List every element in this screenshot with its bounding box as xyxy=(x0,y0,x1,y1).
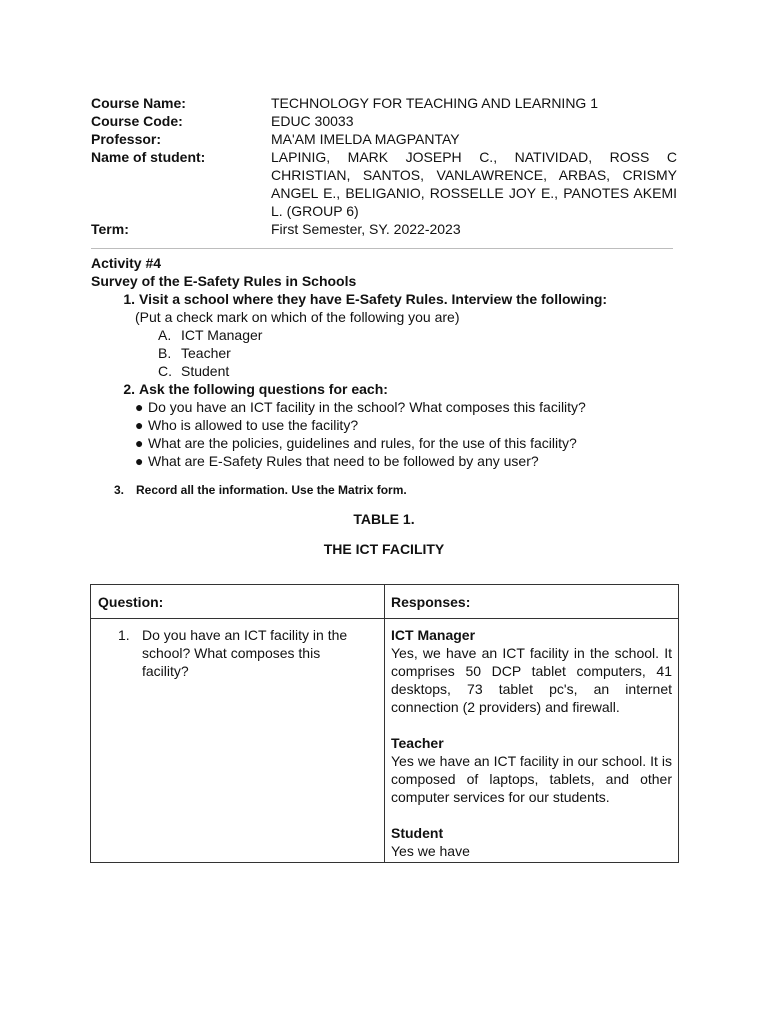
course-code-label: Course Code: xyxy=(91,113,183,129)
bullet-icon: ● xyxy=(135,417,144,433)
term-label: Term: xyxy=(91,221,129,237)
term-row xyxy=(91,220,679,238)
course-code-row xyxy=(91,112,679,130)
student-names-value: LAPINIG, MARK JOSEPH C., NATIVIDAD, ROSS C CHRISTIAN, SANTOS, VANLAWRENCE, ARBAS, CRISMY ANGEL E., BELIGANIO, ROSSELLE JOY E., PANOTES AKEMI L. (GROUP 6) xyxy=(271,149,677,219)
student-names-label: Name of student: xyxy=(91,149,206,165)
bullet-icon: ● xyxy=(135,399,144,415)
option-letter: A. xyxy=(158,327,172,343)
activity-title: Survey of the E-Safety Rules in Schools xyxy=(91,273,357,289)
course-info xyxy=(91,94,679,238)
response-role: Student xyxy=(391,825,444,841)
step-3 xyxy=(114,481,407,499)
list-item xyxy=(135,416,691,434)
table-title: THE ICT FACILITY xyxy=(323,541,445,557)
responses-header: Responses: xyxy=(391,594,471,610)
list-item xyxy=(135,452,691,470)
step-3-text: Record all the information. Use the Matrix form. xyxy=(136,483,407,497)
course-name-label: Course Name: xyxy=(91,95,186,111)
ict-facility-table xyxy=(90,584,679,863)
option-letter: C. xyxy=(158,363,172,379)
professor-label: Professor: xyxy=(91,131,162,147)
question-text: What are the policies, guidelines and rules, for the use of this facility? xyxy=(148,435,577,451)
activity-section xyxy=(91,254,691,470)
option-letter: B. xyxy=(158,345,172,361)
option-label: ICT Manager xyxy=(181,327,263,343)
step-2-text: Ask the following questions for each: xyxy=(139,381,388,397)
step-1-text: Visit a school where they have E-Safety Rules. Interview the following: xyxy=(139,291,608,307)
student-names-row xyxy=(91,148,679,220)
response-student xyxy=(391,824,672,860)
responses-cell xyxy=(391,626,672,878)
option-student xyxy=(91,362,691,380)
option-label: Teacher xyxy=(181,345,231,361)
course-code-value: EDUC 30033 xyxy=(271,113,354,129)
step-3-number: 3. xyxy=(114,483,125,497)
response-text: Yes we have xyxy=(391,843,470,859)
response-text: Yes, we have an ICT facility in the school. It comprises 50 DCP tablet computers, 41 desktops, 73 tablet pc's, an internet connection (2 providers) and firewall. xyxy=(391,645,672,715)
question-cell xyxy=(118,626,370,680)
question-number: 1. xyxy=(118,627,130,643)
bullet-icon: ● xyxy=(135,435,144,451)
question-text: Do you have an ICT facility in the school? What composes this facility? xyxy=(148,399,586,415)
response-teacher xyxy=(391,734,672,806)
question-text: Do you have an ICT facility in the school? What composes this facility? xyxy=(142,627,348,679)
step-2 xyxy=(91,380,691,398)
question-list xyxy=(91,398,691,470)
option-teacher xyxy=(91,344,691,362)
course-name-row xyxy=(91,94,679,112)
question-text: What are E-Safety Rules that need to be followed by any user? xyxy=(148,453,539,469)
activity-number: Activity #4 xyxy=(91,255,162,271)
option-label: Student xyxy=(181,363,230,379)
step-1 xyxy=(91,290,691,308)
term-value: First Semester, SY. 2022-2023 xyxy=(271,221,461,237)
professor-value: MA'AM IMELDA MAGPANTAY xyxy=(271,131,460,147)
horizontal-divider xyxy=(91,248,673,249)
list-item xyxy=(135,434,691,452)
table-caption: TABLE 1. xyxy=(353,511,415,527)
response-text: Yes we have an ICT facility in our school. It is composed of laptops, tablets, and other computer services for our students. xyxy=(391,753,672,805)
column-divider xyxy=(384,585,385,862)
list-item xyxy=(135,398,691,416)
step-1-number: 1. xyxy=(123,291,135,307)
course-name-value: TECHNOLOGY FOR TEACHING AND LEARNING 1 xyxy=(271,95,598,111)
step-2-number: 2. xyxy=(123,381,135,397)
response-ict-manager xyxy=(391,626,672,716)
option-ict-manager xyxy=(91,326,691,344)
response-role: Teacher xyxy=(391,735,444,751)
bullet-icon: ● xyxy=(135,453,144,469)
response-role: ICT Manager xyxy=(391,627,476,643)
question-text: Who is allowed to use the facility? xyxy=(148,417,359,433)
question-header: Question: xyxy=(98,594,164,610)
professor-row xyxy=(91,130,679,148)
step-1-note: (Put a check mark on which of the following you are) xyxy=(135,309,460,325)
